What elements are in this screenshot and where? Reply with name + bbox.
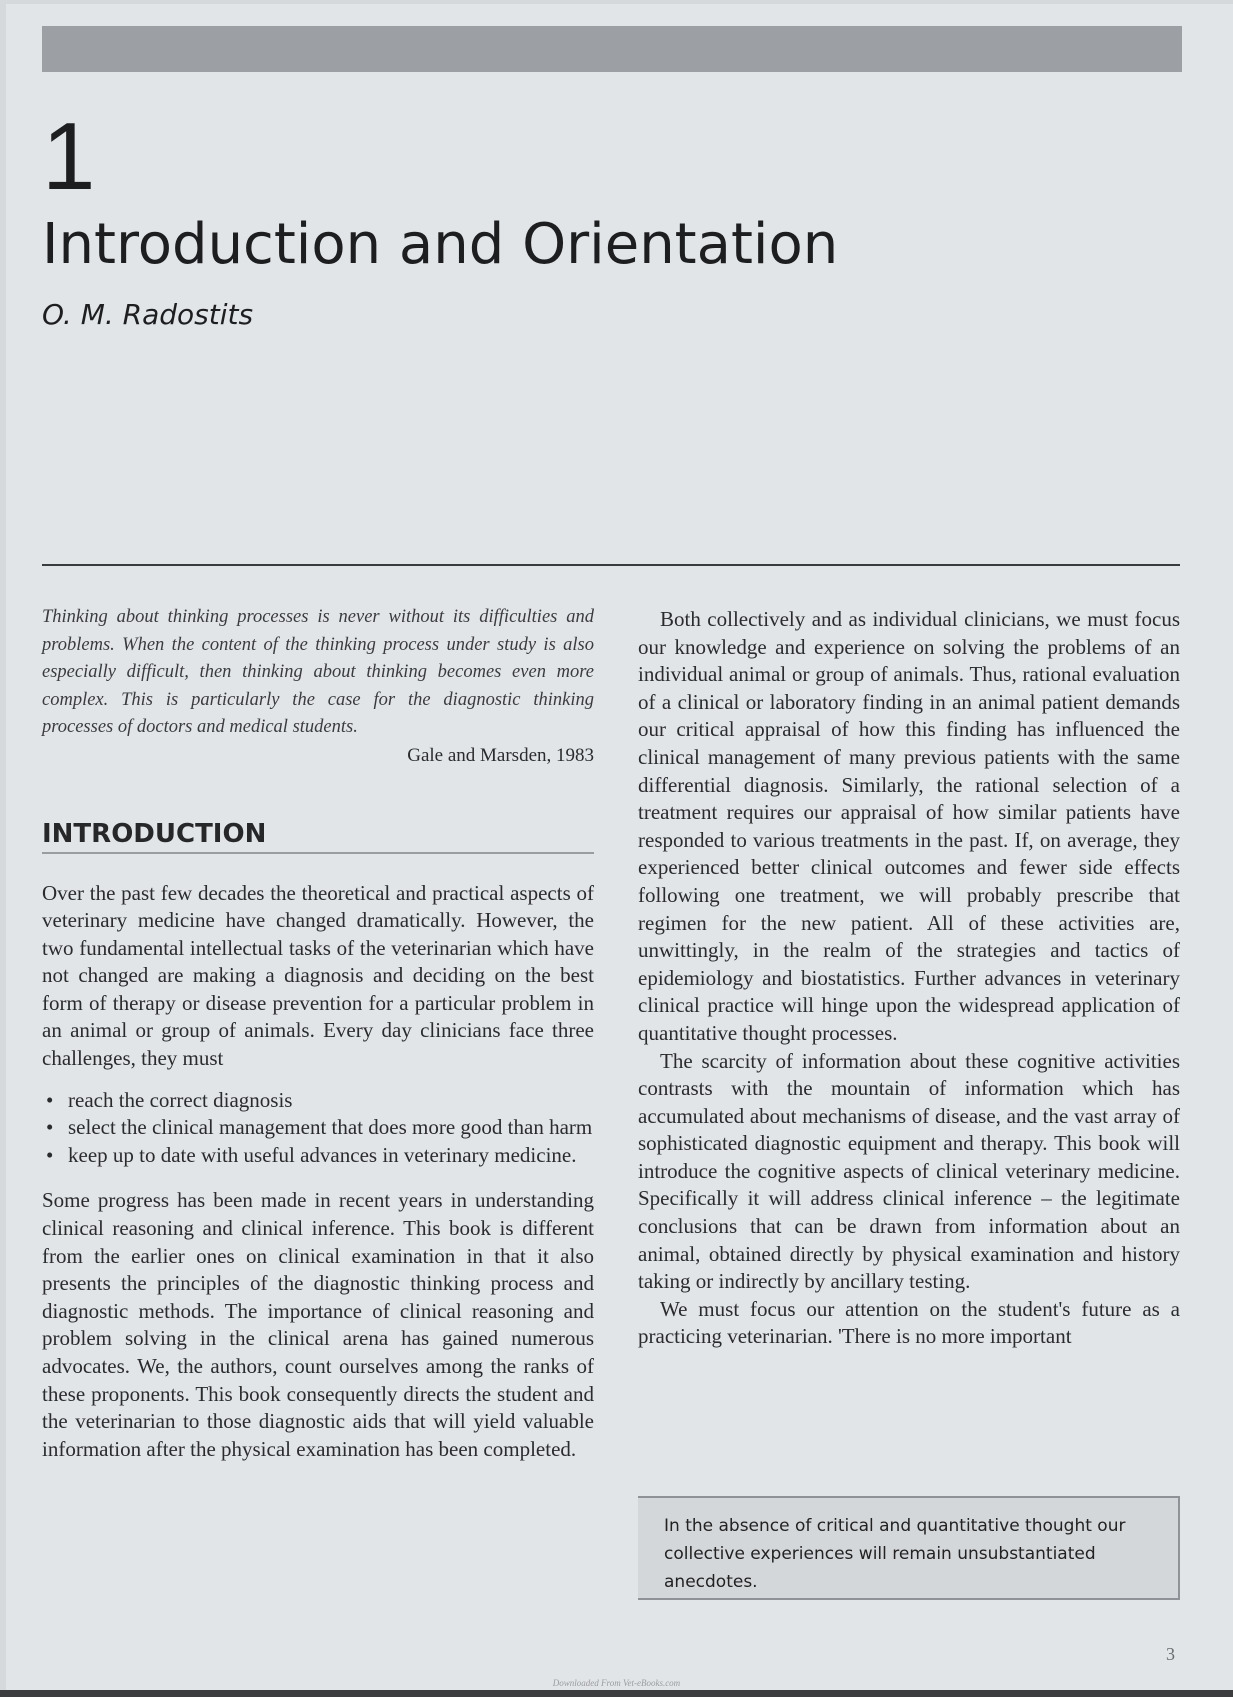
list-item-text: select the clinical management that does more good than harm — [68, 1115, 593, 1140]
bullet-icon: • — [46, 1142, 54, 1167]
section-heading: INTRODUCTION — [42, 818, 267, 849]
challenge-list — [42, 1087, 594, 1170]
scarcity-paragraph: The scarcity of information about these cognitive activities contrasts with the mountain of information which has accumulated about mechanisms of disease, and the vast array of sophisticated diagnostic equipment and therapy. This book will introduce the cognitive aspects of clinical veterinary medicine. Specifically it will address clinical inference – the legitimate conclusions that can be drawn from information about an animal, obtained directly by physical examination and history taking or indirectly by ancillary testing. — [638, 1048, 1180, 1294]
chapter-title: Introduction and Orientation — [42, 212, 839, 277]
chapter-number: 1 — [42, 103, 96, 210]
left-column — [42, 604, 594, 1463]
focus-paragraph: We must focus our attention on the student's future as a practicing veterinarian. 'There is no more important — [638, 1296, 1180, 1349]
callout-text: In the absence of critical and quantitative thought our collective experiences will remain unsubstantiated anecdotes. — [664, 1516, 1126, 1592]
epigraph-source: Gale and Marsden, 1983 — [407, 744, 594, 766]
collective-paragraph: Both collectively and as individual clinicians, we must focus our knowledge and experience on solving the problems of an individual animal or group of animals. Thus, rational evaluation of a clinical or laboratory finding in an animal patient demands our critical appraisal of how this finding has influenced the clinical management of many previous patients with the same differential diagnosis. Similarly, the rational selection of a treatment requires our appraisal of how similar patients have responded to various treatments in the past. If, on average, they experienced better clinical outcomes and fewer side effects following one treatment, we will probably prescribe that regimen for the new patient. All of these activities are, unwittingly, in the realm of the strategies and tactics of epidemiology and biostatistics. Further advances in veterinary clinical practice will hinge upon the widespread application of quantitative thought processes. — [638, 607, 1180, 1045]
title-divider — [42, 564, 1180, 566]
list-item — [42, 1142, 594, 1170]
bullet-icon: • — [46, 1115, 54, 1140]
header-bar — [42, 26, 1182, 72]
footer-watermark: Downloaded From Vet-eBooks.com — [552, 1678, 681, 1688]
bottom-edge — [0, 1690, 1233, 1697]
list-item-text: keep up to date with useful advances in veterinary medicine. — [68, 1142, 577, 1167]
callout-box — [638, 1496, 1180, 1600]
list-item-text: reach the correct diagnosis — [68, 1087, 293, 1112]
page — [6, 4, 1233, 1692]
list-item — [42, 1087, 594, 1115]
chapter-author: O. M. Radostits — [42, 298, 254, 331]
epigraph-text: Thinking about thinking processes is never without its difficulties and problems. When the content of the thinking process under study is also especially difficult, then thinking about thinking becomes even more complex. This is particularly the case for the diagnostic thinking processes of doctors and medical students. — [42, 607, 594, 737]
list-item — [42, 1114, 594, 1142]
section-heading-rule — [42, 852, 594, 854]
intro-paragraph: Over the past few decades the theoretical and practical aspects of veterinary medicine have changed dramatically. However, the two fundamental intellectual tasks of the veterinarian which have not changed are making a diagnosis and deciding on the best form of therapy or disease prevention for a particular problem in an animal or group of animals. Every day clinicians face three challenges, they must — [42, 880, 594, 1071]
progress-paragraph: Some progress has been made in recent years in understanding clinical reasoning and clinical inference. This book is different from the earlier ones on clinical examination in that it also presents the principles of the diagnostic thinking process and diagnostic methods. The importance of clinical reasoning and problem solving in the clinical arena has gained numerous advocates. We, the authors, count ourselves among the ranks of these proponents. This book consequently directs the student and the veterinarian to those diagnostic aids that will yield valuable information after the physical examination has been completed. — [42, 1188, 594, 1461]
bullet-icon: • — [46, 1087, 54, 1112]
right-column — [638, 606, 1180, 1351]
page-number: 3 — [1166, 1644, 1175, 1664]
